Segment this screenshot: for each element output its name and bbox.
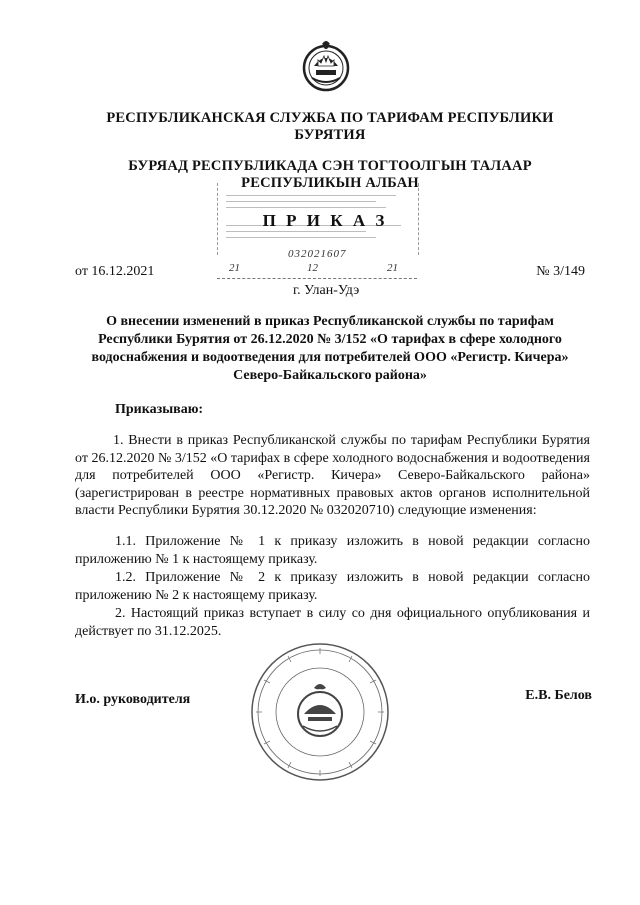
paragraph-2: 2. Настоящий приказ вступает в силу со дня официального опубликования и действует по 31.12.2025. [75,606,590,639]
paragraph-1: 1. Внести в приказ Республиканской службы по тарифам Республики Бурятия от 26.12.2020 № 3/152 «О тарифах в сфере холодного водоснабжения и водоотведения для потребителей ООО «Регистр. Кичера» Северо-Байкальского района» (зарегистрирован в реестре нормативных правовых актов органов исполнительной власти Республики Бурятия 30.12.2020 № 032020710) следующие изменения: [75,433,590,518]
registration-underline [217,278,417,280]
registration-year: 21 [387,262,398,274]
subject-line-2: Республики Бурятия от 26.12.2020 № 3/152 «О тарифах в сфере холодного [98,332,562,347]
registration-date [217,262,417,282]
subject-line-1: О внесении изменений в приказ Республиканской службы по тарифам [106,314,554,329]
buryatia-emblem-icon [296,36,356,96]
registration-number: 032021607 [288,248,347,260]
signer-position: И.о. руководителя [75,692,191,707]
order-keyword: Приказываю: [115,402,204,417]
document-city: г. Улан-Удэ [293,283,360,298]
official-seal-icon [248,640,393,785]
paragraph-1-2: 1.2. Приложение № 2 к приказу изложить в новой редакции согласно приложению № 2 к настоящему приказу. [75,570,590,603]
document-type-title: П Р И К А З [262,211,388,230]
org-name-ru-line1: РЕСПУБЛИКАНСКАЯ СЛУЖБА ПО ТАРИФАМ РЕСПУБЛИКИ [106,110,554,126]
organization-name-ru [70,110,590,144]
document-number: № 3/149 [536,264,585,279]
org-name-bur-line1: БУРЯАД РЕСПУБЛИКАДА СЭН ТОГТООЛГЫН ТАЛААР [128,158,532,174]
subject-line-3: водоснабжения и водоотведения для потребителей ООО «Регистр. Кичера» [91,350,569,365]
org-name-bur-line2: РЕСПУБЛИКЫН АЛБАН [241,175,419,191]
org-name-ru-line2: БУРЯТИЯ [294,127,366,143]
subject-line-4: Северо-Байкальского района» [233,368,427,383]
registration-day: 21 [229,262,240,274]
paragraph-1-1: 1.1. Приложение № 1 к приказу изложить в новой редакции согласно приложению № 1 к настоящему приказу. [75,534,590,567]
registration-month: 12 [307,262,318,274]
document-date: от 16.12.2021 [75,264,155,279]
signer-name: Е.В. Белов [525,688,592,703]
document-subject [70,313,590,385]
